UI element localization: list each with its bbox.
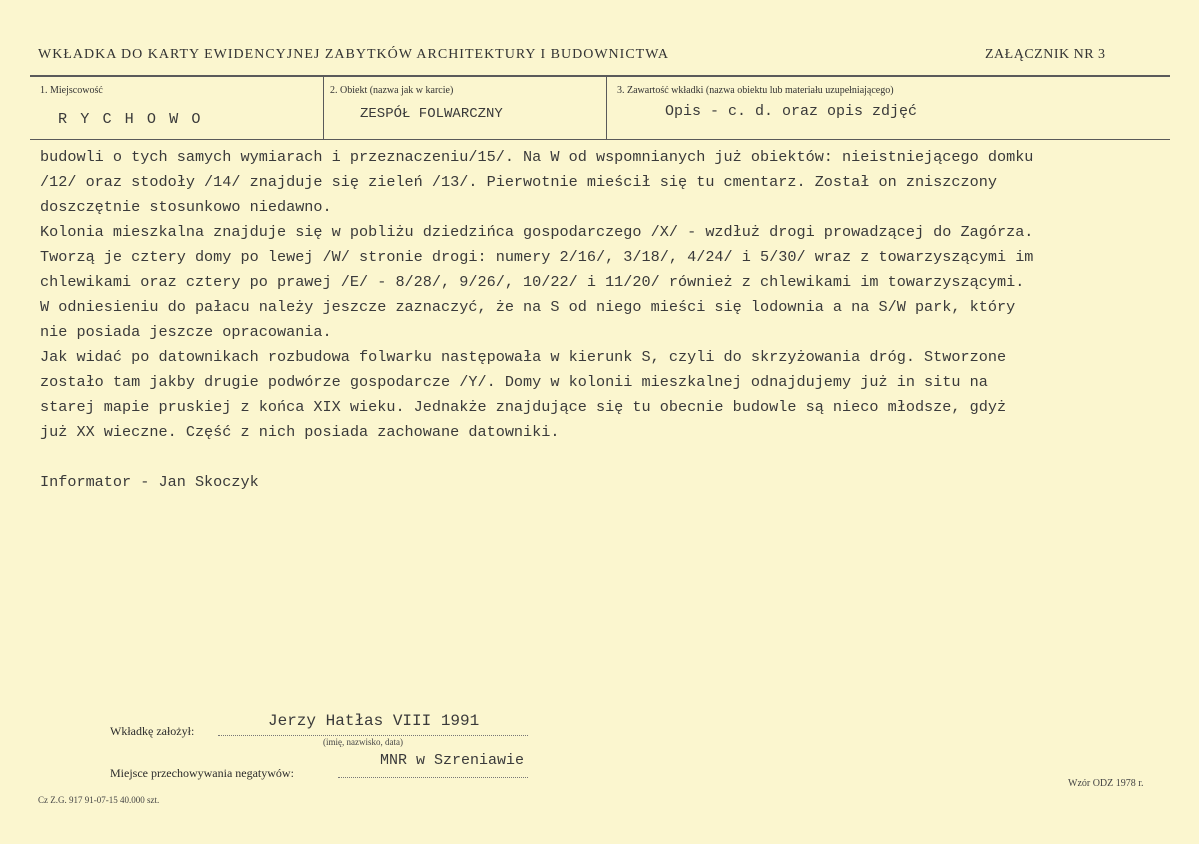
body-line: starej mapie pruskiej z końca XIX wieku. Jednakże znajdujące się tu obecnie budowle są nieco młodsze, gdyż [40, 398, 1007, 416]
storage-value: MNR w Szreniawie [380, 752, 525, 769]
body-line: budowli o tych samych wymiarach i przeznaczeniu/15/. Na W od wspomnianych już obiektów: nieistniejącego domku [40, 148, 1034, 166]
founder-hint: (imię, nazwisko, data) [323, 737, 403, 747]
place-label: 1. Miejscowość [40, 85, 103, 96]
description-body [40, 145, 1170, 495]
body-line: chlewikami oraz cztery po prawej /E/ - 8/28/, 9/26/, 10/22/ i 11/20/ również z chlewikami im towarzyszącymi. [40, 273, 1025, 291]
form-title: WKŁADKA DO KARTY EWIDENCYJNEJ ZABYTKÓW ARCHITEKTURY I BUDOWNICTWA [38, 47, 669, 62]
body-line: już XX wieczne. Część z nich posiada zachowane datowniki. [40, 423, 560, 441]
body-line: W odniesieniu do pałacu należy jeszcze zaznaczyć, że na S od niego mieści się lodownia a na S/W park, który [40, 298, 1016, 316]
founder-dotted-line [218, 734, 528, 736]
storage-label: Miejsce przechowywania negatywów: [110, 766, 294, 780]
body-line: /12/ oraz stodoły /14/ znajduje się zieleń /13/. Pierwotnie mieścił się tu cmentarz. Został on zniszczony [40, 173, 997, 191]
storage-dotted-line [338, 776, 528, 778]
content-label: 3. Zawartość wkładki (nazwa obiektu lub materiału uzupełniającego) [617, 85, 894, 96]
attachment-number: ZAŁĄCZNIK NR 3 [985, 47, 1106, 62]
print-info: Cz Z.G. 917 91-07-15 40.000 szt. [38, 795, 160, 805]
object-label: 2. Obiekt (nazwa jak w karcie) [330, 85, 454, 96]
field-divider-1 [323, 77, 324, 139]
body-line: zostało tam jakby drugie podwórze gospodarcze /Y/. Domy w kolonii mieszkalnej odnajdujemy już in situ na [40, 373, 988, 391]
form-model: Wzór ODZ 1978 r. [1068, 778, 1144, 789]
body-line: doszczętnie stosunkowo niedawno. [40, 198, 332, 216]
object-value: ZESPÓŁ FOLWARCZNY [360, 106, 503, 122]
founder-value: Jerzy Hatłas VIII 1991 [268, 712, 480, 730]
body-line: Kolonia mieszkalna znajduje się w pobliżu dziedzińca gospodarczego /X/ - wzdłuż drogi prowadzącej do Zagórza. [40, 223, 1034, 241]
informator-line: Informator - Jan Skoczyk [40, 473, 259, 491]
founder-label: Wkładkę założył: [110, 724, 195, 738]
content-value: Opis - c. d. oraz opis zdjęć [665, 103, 918, 120]
place-value: R Y C H O W O [58, 110, 203, 128]
body-line: Jak widać po datownikach rozbudowa folwarku następowała w kierunk S, czyli do skrzyżowania dróg. Stworzone [40, 348, 1007, 366]
body-line: Tworzą je cztery domy po lewej /W/ stronie drogi: numery 2/16/, 3/18/, 4/24/ i 5/30/ wraz z towarzyszącymi im [40, 248, 1034, 266]
body-line: nie posiada jeszcze opracowania. [40, 323, 332, 341]
body-line [40, 445, 1170, 470]
field-divider-2 [606, 77, 607, 139]
header-bottom-rule [30, 139, 1170, 140]
header-top-rule [30, 75, 1170, 77]
